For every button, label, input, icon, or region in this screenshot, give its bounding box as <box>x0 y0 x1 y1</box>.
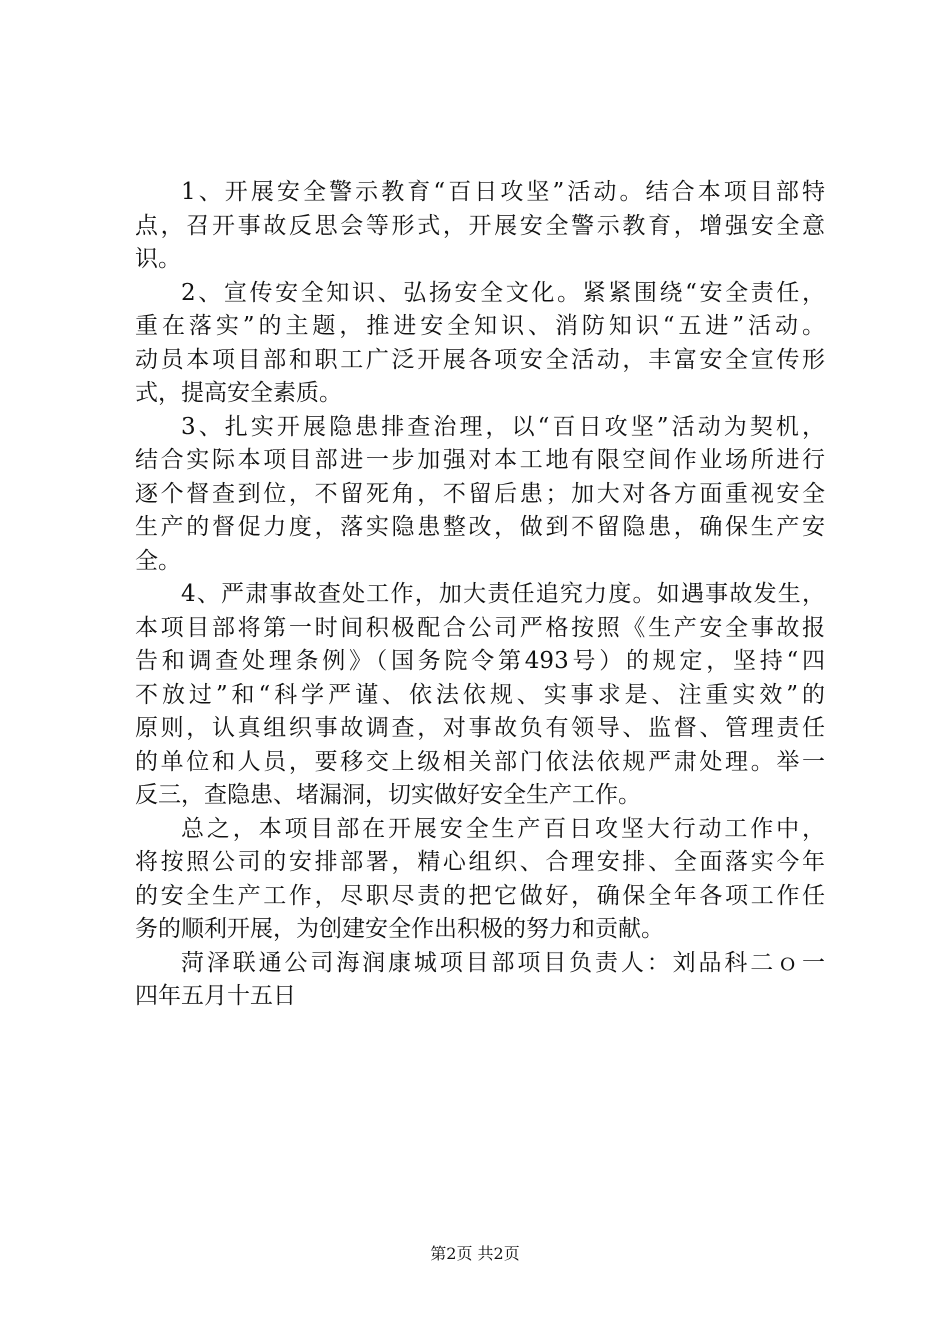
text-line: 的安全生产工作，尽职尽责的把它做好，确保全年各项工作任 <box>135 882 825 909</box>
text-line: 2、宣传安全知识、弘扬安全文化。紧紧围绕“安全责任， <box>181 279 825 306</box>
text-line: 务的顺利开展，为创建安全作出积极的努力和贡献。 <box>135 916 664 942</box>
text-line: 识。 <box>135 246 181 272</box>
text-line: 逐个督查到位，不留死角，不留后患；加大对各方面重视安全 <box>135 480 825 507</box>
text-line: 4、严肃事故查处工作，加大责任追究力度。如遇事故发生， <box>181 581 825 607</box>
text-line: 1、开展安全警示教育“百日攻坚”活动。结合本项目部特 <box>181 179 825 205</box>
text-line: 生产的督促力度，落实隐患整改，做到不留隐患，确保生产安 <box>135 514 825 540</box>
text-line: 总之，本项目部在开展安全生产百日攻坚大行动工作中， <box>181 815 825 842</box>
text-line: 将按照公司的安排部署，精心组织、合理安排、全面落实今年 <box>135 849 825 875</box>
text-line: 3、扎实开展隐患排查治理，以“百日攻坚”活动为契机， <box>181 413 825 440</box>
text-line: 结合实际本项目部进一步加强对本工地有限空间作业场所进行 <box>135 447 825 473</box>
text-line: 的单位和人员，要移交上级相关部门依法依规严肃处理。举一 <box>135 748 825 775</box>
text-line: 菏泽联通公司海润康城项目部项目负责人：刘品科二ｏ一 <box>181 949 825 976</box>
text-line: 本项目部将第一时间积极配合公司严格按照《生产安全事故报 <box>135 614 825 641</box>
text-line: 反三，查隐患、堵漏洞，切实做好安全生产工作。 <box>135 782 641 808</box>
text-line: 原则，认真组织事故调查，对事故负有领导、监督、管理责任 <box>135 715 825 741</box>
text-line: 重在落实”的主题，推进安全知识、消防知识“五进”活动。 <box>135 313 825 339</box>
text-line: 点，召开事故反思会等形式，开展安全警示教育，增强安全意 <box>135 212 825 239</box>
page-footer: 第2页 共2页 <box>430 1244 520 1263</box>
text-line: 告和调查处理条例》（国务院令第493号）的规定，坚持“四 <box>135 648 825 674</box>
text-line: 式，提高安全素质。 <box>135 380 342 406</box>
text-line: 不放过”和“科学严谨、依法依规、实事求是、注重实效”的 <box>135 681 825 708</box>
text-line: 四年五月十五日 <box>135 983 296 1009</box>
text-line: 动员本项目部和职工广泛开展各项安全活动，丰富安全宣传形 <box>135 346 825 373</box>
text-line: 全。 <box>135 547 181 574</box>
document-body <box>135 176 825 1014</box>
